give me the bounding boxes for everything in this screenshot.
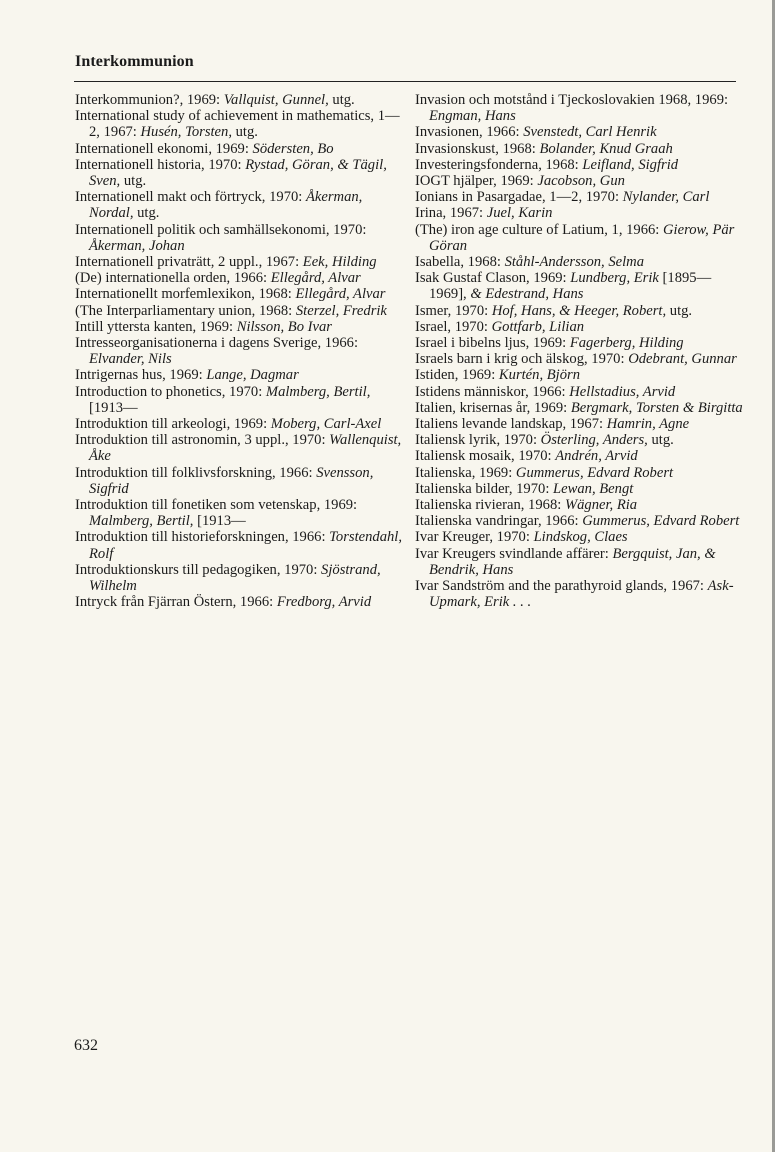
index-entry: [75, 222, 405, 254]
entry-suffix: [1913—: [193, 513, 246, 530]
index-entry: [415, 481, 745, 497]
entry-author: Åkerman, Nordal,: [89, 189, 363, 222]
entry-author: Ellegård, Alvar: [270, 270, 361, 287]
index-entry: [75, 286, 405, 302]
entry-title: Italienska rivieran, 1968:: [415, 497, 565, 514]
entry-title: Internationell politik och samhällsekonomi, 1970:: [75, 221, 367, 238]
entry-title: Ivar Sandström and the parathyroid glands, 1967:: [415, 578, 708, 595]
entry-title: Investeringsfonderna, 1968:: [415, 156, 583, 173]
entry-author: Åkerman, Johan: [89, 237, 185, 254]
index-entry: [415, 157, 745, 173]
left-column: [75, 92, 405, 611]
entry-author: Bergquist, Jan, & Bendrik, Hans: [429, 545, 716, 578]
index-entry: [415, 141, 745, 157]
entry-author: Gummerus, Edvard Robert: [582, 513, 740, 530]
index-entry: [75, 92, 405, 108]
entry-coauthor: & Edestrand, Hans: [470, 286, 584, 303]
entry-author: Nylander, Carl: [622, 189, 710, 206]
entry-title: Italiens levande landskap, 1967:: [415, 416, 607, 433]
entry-author: Engman, Hans: [429, 108, 516, 125]
index-entry: [415, 578, 745, 610]
entry-title: Ivar Kreugers svindlande affärer:: [415, 545, 613, 562]
entry-title: Invasionskust, 1968:: [415, 140, 540, 157]
entry-title: Invasionen, 1966:: [415, 124, 524, 141]
index-entry: [415, 497, 745, 513]
entry-title: (De) internationella orden, 1966:: [75, 270, 271, 287]
entry-title: Introduktion till astronomin, 3 uppl., 1970:: [75, 432, 330, 449]
entry-author: Leifland, Sigfrid: [582, 156, 679, 173]
entry-author: Ståhl-Andersson, Selma: [504, 254, 645, 271]
entry-suffix: utg.: [133, 205, 160, 222]
entry-author: Svensson, Sigfrid: [89, 464, 374, 497]
entry-title: Irina, 1967:: [415, 205, 487, 222]
entry-author: Lundberg, Erik: [570, 270, 659, 287]
entry-title: Introduktionskurs till pedagogiken, 1970:: [75, 561, 322, 578]
index-entry: [415, 335, 745, 351]
entry-author: Gummerus, Edvard Robert: [515, 464, 674, 481]
entry-author: Hamrin, Agne: [606, 416, 690, 433]
entry-author: Svenstedt, Carl Henrik: [523, 124, 657, 141]
index-entry: [415, 189, 745, 205]
entry-title: Internationellt morfemlexikon, 1968:: [75, 286, 296, 303]
index-entry: [415, 448, 745, 464]
entry-title: Interkommunion?, 1969:: [75, 92, 224, 108]
index-entry: [415, 546, 745, 578]
index-entry: [75, 594, 405, 610]
entry-author: Sjöstrand, Wilhelm: [89, 561, 381, 595]
entry-title: Italiensk lyrik, 1970:: [415, 432, 541, 449]
index-entry: [415, 432, 745, 448]
entry-title: Israels barn i krig och älskog, 1970:: [415, 351, 629, 368]
entry-title: Intill yttersta kanten, 1969:: [75, 318, 237, 335]
entry-title: (The) iron age culture of Latium, 1, 1966:: [415, 221, 664, 238]
index-entry: [75, 189, 405, 221]
entry-title: Italiensk mosaik, 1970:: [415, 448, 556, 465]
entry-author: Hellstadius, Arvid: [569, 383, 676, 400]
entry-suffix: utg.: [647, 432, 674, 449]
entry-author: Wägner, Ria: [564, 497, 638, 514]
entry-title: Ionians in Pasargadae, 1—2, 1970:: [415, 189, 623, 206]
entry-author: Gottfarb, Lilian: [491, 318, 585, 335]
entry-title: Israel i bibelns ljus, 1969:: [415, 335, 570, 352]
entry-author: Torstendahl, Rolf: [89, 529, 403, 562]
index-entry: [75, 335, 405, 367]
entry-title: Italienska bilder, 1970:: [415, 480, 554, 497]
entry-author: Nilsson, Bo Ivar: [236, 318, 332, 335]
entry-title: Introduktion till fonetiken som vetenskap, 1969:: [75, 497, 358, 514]
index-entry: [415, 205, 745, 221]
entry-title: Introduktion till arkeologi, 1969:: [75, 416, 271, 433]
entry-title: Isak Gustaf Clason, 1969:: [415, 270, 571, 287]
index-entry: [75, 270, 405, 286]
entry-author: Rystad, Göran, & Tägil, Sven,: [89, 156, 387, 190]
entry-title: Internationell privaträtt, 2 uppl., 1967:: [75, 254, 303, 271]
index-entry: [75, 465, 405, 497]
entry-title: International study of achievement in mathematics, 1—2, 1967:: [75, 108, 400, 141]
entry-title: Internationell historia, 1970:: [75, 156, 246, 173]
entry-author: Jacobson, Gun: [537, 173, 625, 190]
entry-title: Intrigernas hus, 1969:: [75, 367, 207, 384]
index-entry: [75, 529, 405, 561]
entry-title: (The Interparliamentary union, 1968:: [75, 302, 296, 319]
entry-author: Ellegård, Alvar: [295, 286, 386, 303]
index-entry: [415, 465, 745, 481]
entry-title: Invasion och motstånd i Tjeckoslovakien 1968, 1969:: [415, 92, 729, 108]
entry-author: Juel, Karin: [486, 205, 553, 222]
entry-author: Wallenquist, Åke: [89, 432, 402, 465]
entry-title: Ivar Kreuger, 1970:: [415, 529, 534, 546]
entry-title: Isabella, 1968:: [415, 254, 505, 271]
entry-author: Hof, Hans, & Heeger, Robert,: [491, 302, 667, 319]
index-entry: [75, 416, 405, 432]
header-rule: [74, 81, 736, 82]
index-entry: [415, 92, 745, 124]
entry-author: Vallquist, Gunnel,: [223, 92, 329, 108]
index-entry: [75, 319, 405, 335]
index-entry: [415, 400, 745, 416]
index-entry: [415, 529, 745, 545]
index-entry: [75, 497, 405, 529]
entry-author: Husén, Torsten,: [140, 124, 232, 141]
index-entry: [75, 141, 405, 157]
entry-suffix: utg.: [120, 173, 147, 190]
entry-author: Lange, Dagmar: [206, 367, 299, 384]
page-number: 632: [74, 1037, 98, 1054]
entry-suffix: utg.: [328, 92, 355, 108]
page-title: Interkommunion: [75, 53, 194, 70]
entry-author: Österling, Anders,: [540, 432, 648, 449]
entry-author: Malmberg, Bertil,: [89, 513, 194, 530]
entry-author: Malmberg, Bertil,: [265, 383, 371, 400]
entry-author: Fredborg, Arvid: [276, 594, 372, 611]
entry-author: Kurtén, Björn: [498, 367, 580, 384]
index-entry: [75, 157, 405, 189]
entry-suffix: [1913—: [89, 399, 138, 416]
entry-suffix: utg.: [231, 124, 258, 141]
entry-title: IOGT hjälper, 1969:: [415, 173, 538, 190]
index-entry: [415, 303, 745, 319]
entry-author: Eek, Hilding: [302, 254, 377, 271]
entry-author: Bolander, Knud Graah: [539, 140, 673, 157]
index-entry: [75, 367, 405, 383]
entry-title: Istiden, 1969:: [415, 367, 499, 384]
entry-title: Italienska vandringar, 1966:: [415, 513, 583, 530]
entry-author: Södersten, Bo: [252, 140, 334, 157]
index-entry: [415, 254, 745, 270]
entry-title: Istidens människor, 1966:: [415, 383, 570, 400]
entry-author: Andrén, Arvid: [555, 448, 638, 465]
entry-author: Lindskog, Claes: [533, 529, 628, 546]
entry-author: Odebrant, Gunnar: [628, 351, 737, 368]
index-entry: [415, 222, 745, 254]
entry-author: Sterzel, Fredrik: [295, 302, 387, 319]
index-entry: [75, 384, 405, 416]
index-entry: [415, 416, 745, 432]
entry-author: Fagerberg, Hilding: [569, 335, 684, 352]
entry-author: Gierow, Pär Göran: [429, 221, 735, 254]
right-column: [415, 92, 745, 611]
entry-author: Ask-Upmark, Erik . . .: [429, 578, 734, 611]
entry-author: Bergmark, Torsten & Birgitta: [570, 399, 743, 416]
entry-title: Introduction to phonetics, 1970:: [75, 383, 266, 400]
entry-title: Intresseorganisationerna i dagens Sverige, 1966:: [75, 335, 359, 352]
entry-title: Internationell makt och förtryck, 1970:: [75, 189, 306, 206]
index-entry: [415, 351, 745, 367]
index-entry: [415, 270, 745, 302]
entry-title: Intryck från Fjärran Östern, 1966:: [75, 594, 277, 611]
index-entry: [415, 124, 745, 140]
entry-suffix: utg.: [666, 302, 693, 319]
entry-author: Moberg, Carl-Axel: [270, 416, 382, 433]
entry-author: Lewan, Bengt: [553, 480, 634, 497]
index-entry: [415, 173, 745, 189]
entry-title: Internationell ekonomi, 1969:: [75, 140, 253, 157]
index-entry: [75, 303, 405, 319]
entry-title: Italienska, 1969:: [415, 464, 516, 481]
entry-title: Introduktion till historieforskningen, 1966:: [75, 529, 330, 546]
index-entry: [75, 108, 405, 140]
entry-title: Italien, krisernas år, 1969:: [415, 399, 571, 416]
entry-title: Ismer, 1970:: [415, 302, 492, 319]
entry-title: Introduktion till folklivsforskning, 1966:: [75, 464, 317, 481]
index-entry: [415, 384, 745, 400]
entry-title: Israel, 1970:: [415, 318, 492, 335]
index-entry: [415, 513, 745, 529]
entry-suffix: [1895—1969],: [429, 270, 712, 303]
index-entry: [415, 319, 745, 335]
entry-author: Elvander, Nils: [89, 351, 172, 368]
index-entry: [415, 367, 745, 383]
index-entry: [75, 562, 405, 594]
index-entry: [75, 254, 405, 270]
index-entry: [75, 432, 405, 464]
